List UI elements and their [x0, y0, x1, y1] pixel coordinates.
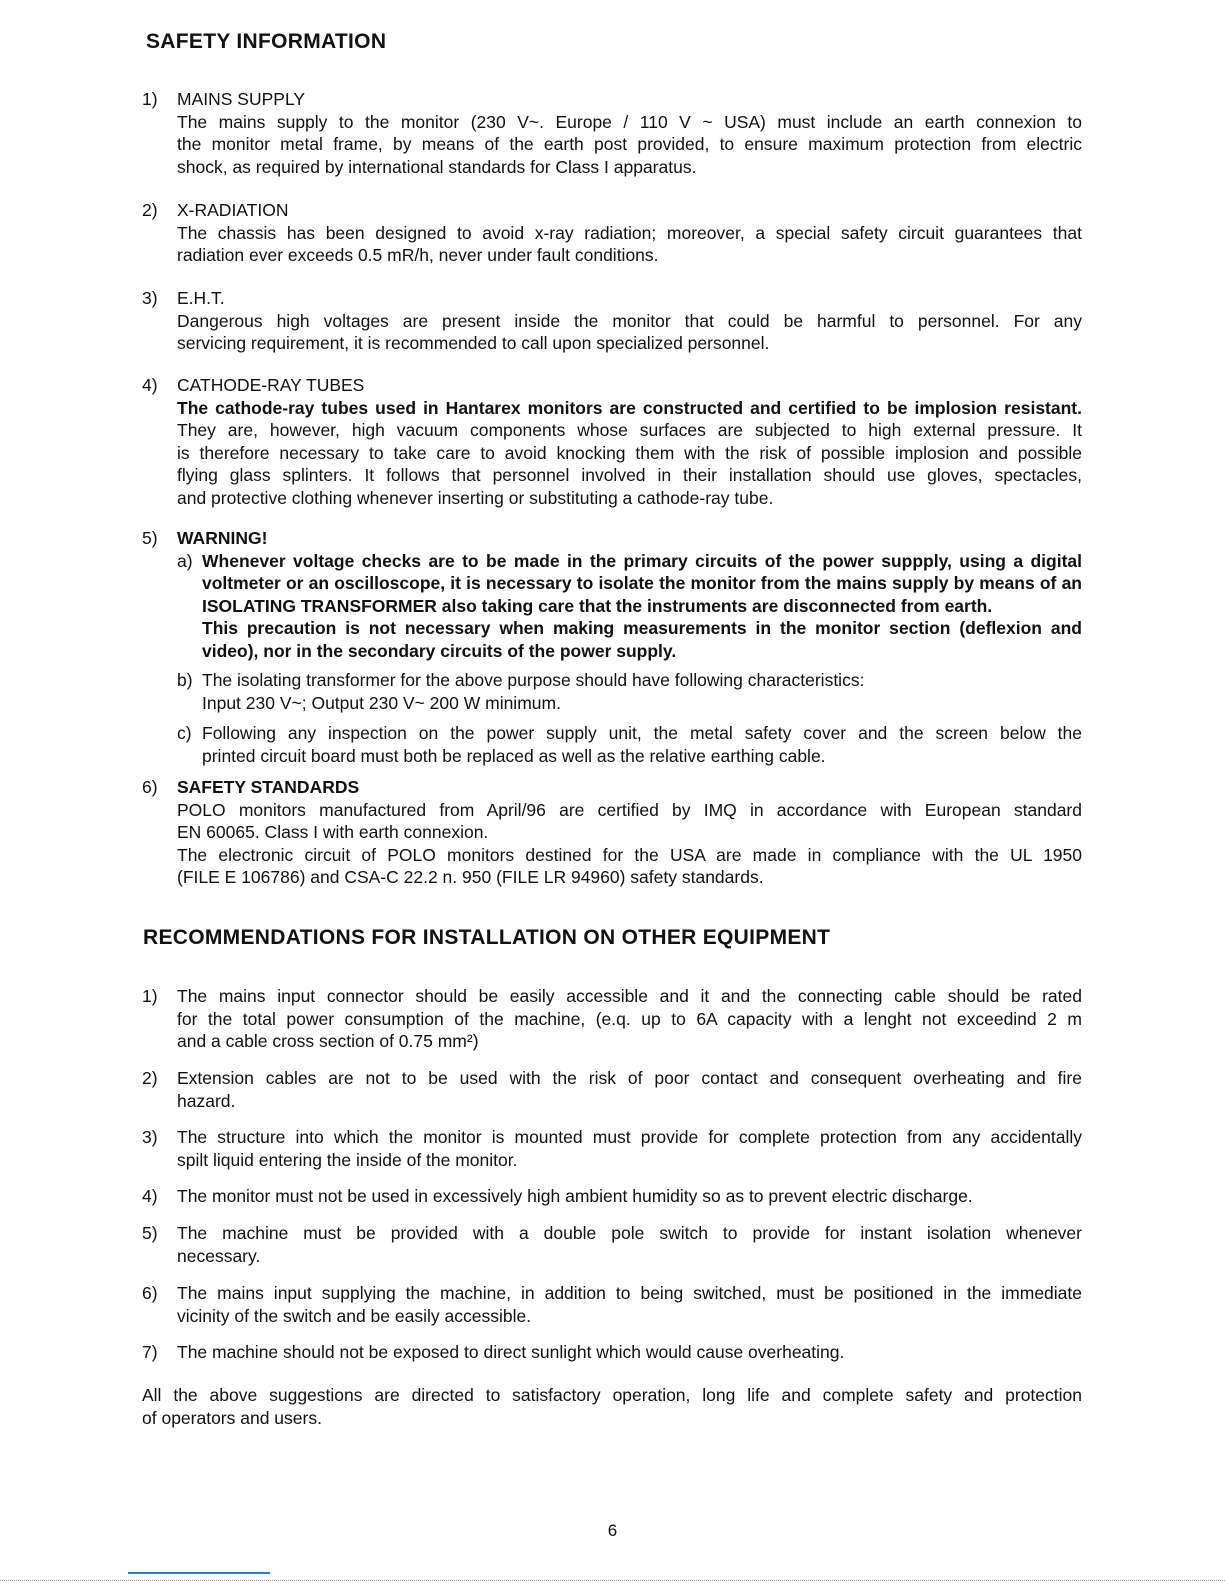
text-line: flying glass splinters. It follows that personnel involved in their installation should use gloves, spectacles, — [177, 465, 1082, 485]
item-number: 2) — [142, 200, 158, 220]
item-heading: MAINS SUPPLY — [177, 89, 306, 109]
text-line: printed circuit board must both be replaced as well as the relative earthing cable. — [202, 745, 826, 766]
text-line: necessary. — [177, 1245, 261, 1266]
text-line-bold: Whenever voltage checks are to be made in the primary circuits of the power suppply, using a digital — [202, 550, 1082, 571]
warning-sub-c — [177, 722, 1082, 767]
scan-edge-divider — [0, 1580, 1225, 1581]
text-line: vicinity of the switch and be easily accessible. — [177, 1305, 532, 1326]
safety-item-cathode-ray-tubes — [142, 374, 1082, 509]
text-line: and a cable cross section of 0.75 mm²) — [177, 1031, 479, 1051]
text-line: Extension cables are not to be used with the risk of poor contact and consequent overheating and fire — [177, 1068, 1082, 1088]
text-line: for the total power consumption of the machine, (e.q. up to 6A capacity with a lenght not exceedind 2 m — [177, 1008, 1082, 1029]
recommendation-item — [142, 1126, 1082, 1171]
safety-item-safety-standards — [142, 776, 1082, 889]
text-line: The mains input connector should be easily accessible and it and the connecting cable should be rated — [177, 986, 1082, 1006]
text-line-bold: voltmeter or an oscilloscope, it is necessary to isolate the monitor from the mains supply by means of an — [202, 573, 1082, 593]
text-line: The structure into which the monitor is mounted must provide for complete protection from any accidentally — [177, 1127, 1082, 1147]
text-line: hazard. — [177, 1090, 236, 1111]
text-line: The monitor must not be used in excessively high ambient humidity so as to prevent electric discharge. — [177, 1186, 973, 1206]
item-heading: SAFETY STANDARDS — [177, 777, 360, 797]
warning-sub-b — [177, 669, 1082, 714]
text-line: POLO monitors manufactured from April/96 are certified by IMQ in accordance with European standard — [177, 799, 1082, 820]
text-line-bold: The cathode-ray tubes used in Hantarex monitors are constructed and certified to be implosion resistant. — [177, 397, 1082, 418]
item-number: 5) — [142, 1223, 158, 1243]
text-line: The mains input supplying the machine, in addition to being switched, must be positioned in the immediate — [177, 1283, 1082, 1303]
text-line: radiation ever exceeds 0.5 mR/h, never under fault conditions. — [177, 245, 659, 265]
item-number: 6) — [142, 1283, 158, 1303]
safety-item-warning — [142, 527, 1082, 767]
item-heading: WARNING! — [177, 528, 268, 548]
item-heading: CATHODE-RAY TUBES — [177, 375, 365, 395]
text-line: shock, as required by international standards for Class I apparatus. — [177, 156, 697, 177]
warning-sub-a — [177, 550, 1082, 663]
safety-item-mains-supply — [142, 88, 1082, 178]
text-line: the monitor metal frame, by means of the earth post provided, to ensure maximum protection from electric — [177, 134, 1082, 154]
recommendation-item — [142, 1282, 1082, 1327]
text-line: The electronic circuit of POLO monitors destined for the USA are made in compliance with the UL 1950 — [177, 844, 1082, 865]
item-number: 4) — [142, 1186, 158, 1206]
item-number: 3) — [142, 288, 158, 308]
text-line: servicing requirement, it is recommended to call upon specialized personnel. — [177, 333, 770, 353]
recommendation-item — [142, 1222, 1082, 1267]
recommendation-item — [142, 1185, 1082, 1208]
item-heading: E.H.T. — [177, 288, 225, 308]
item-heading: X-RADIATION — [177, 200, 289, 220]
item-number: 2) — [142, 1068, 158, 1088]
text-line: Dangerous high voltages are present inside the monitor that could be harmful to personnel. For any — [177, 310, 1082, 331]
item-number: 3) — [142, 1127, 158, 1147]
text-line: and protective clothing whenever inserting or substituting a cathode-ray tube. — [177, 487, 774, 508]
text-line: (FILE E 106786) and CSA-C 22.2 n. 950 (FILE LR 94960) safety standards. — [177, 867, 764, 887]
text-line: is therefore necessary to take care to avoid knocking them with the risk of possible implosion and possible — [177, 442, 1082, 463]
text-line-bold: This precaution is not necessary when making measurements in the monitor section (deflexion and — [202, 618, 1082, 638]
text-line: spilt liquid entering the inside of the monitor. — [177, 1149, 518, 1170]
safety-item-eht — [142, 287, 1082, 355]
text-line: The machine should not be exposed to direct sunlight which would cause overheating. — [177, 1342, 845, 1362]
recommendations-title: RECOMMENDATIONS FOR INSTALLATION ON OTHER EQUIPMENT — [143, 926, 831, 949]
text-line: The isolating transformer for the above purpose should have following characteristics: — [202, 670, 865, 690]
item-number: 7) — [142, 1342, 158, 1362]
recommendation-item — [142, 1341, 1082, 1364]
closing-paragraph — [142, 1384, 1082, 1429]
recommendation-item — [142, 985, 1082, 1053]
safety-item-x-radiation — [142, 199, 1082, 267]
text-line: They are, however, high vacuum components whose surfaces are subjected to high external pressure. It — [177, 420, 1082, 440]
text-line: The mains supply to the monitor (230 V~. Europe / 110 V ~ USA) must include an earth connexion to — [177, 111, 1082, 132]
item-number: 1) — [142, 89, 158, 109]
text-line: The chassis has been designed to avoid x-ray radiation; moreover, a special safety circuit guarantees that — [177, 222, 1082, 243]
text-line-bold: ISOLATING TRANSFORMER also taking care that the instruments are disconnected from earth. — [202, 595, 993, 616]
item-number: 5) — [142, 528, 158, 548]
text-line: of operators and users. — [142, 1407, 322, 1428]
page-number: 6 — [607, 1521, 618, 1540]
item-number: 1) — [142, 986, 158, 1006]
safety-information-title: SAFETY INFORMATION — [146, 30, 387, 53]
text-line: The machine must be provided with a double pole switch to provide for instant isolation whenever — [177, 1223, 1082, 1243]
text-line: EN 60065. Class I with earth connexion. — [177, 822, 489, 842]
text-line: Following any inspection on the power supply unit, the metal safety cover and the screen below the — [202, 723, 1082, 743]
text-line-bold: video), nor in the secondary circuits of the power supply. — [202, 640, 677, 661]
sub-label: a) — [177, 550, 193, 571]
sub-label: c) — [177, 723, 192, 743]
recommendation-item — [142, 1067, 1082, 1112]
text-line: Input 230 V~; Output 230 V~ 200 W minimum. — [202, 692, 561, 713]
scan-edge-marker — [128, 1572, 270, 1574]
text-line: All the above suggestions are directed to satisfactory operation, long life and complete safety and protection — [142, 1385, 1082, 1405]
item-number: 4) — [142, 375, 158, 395]
sub-label: b) — [177, 670, 193, 690]
item-number: 6) — [142, 777, 158, 797]
